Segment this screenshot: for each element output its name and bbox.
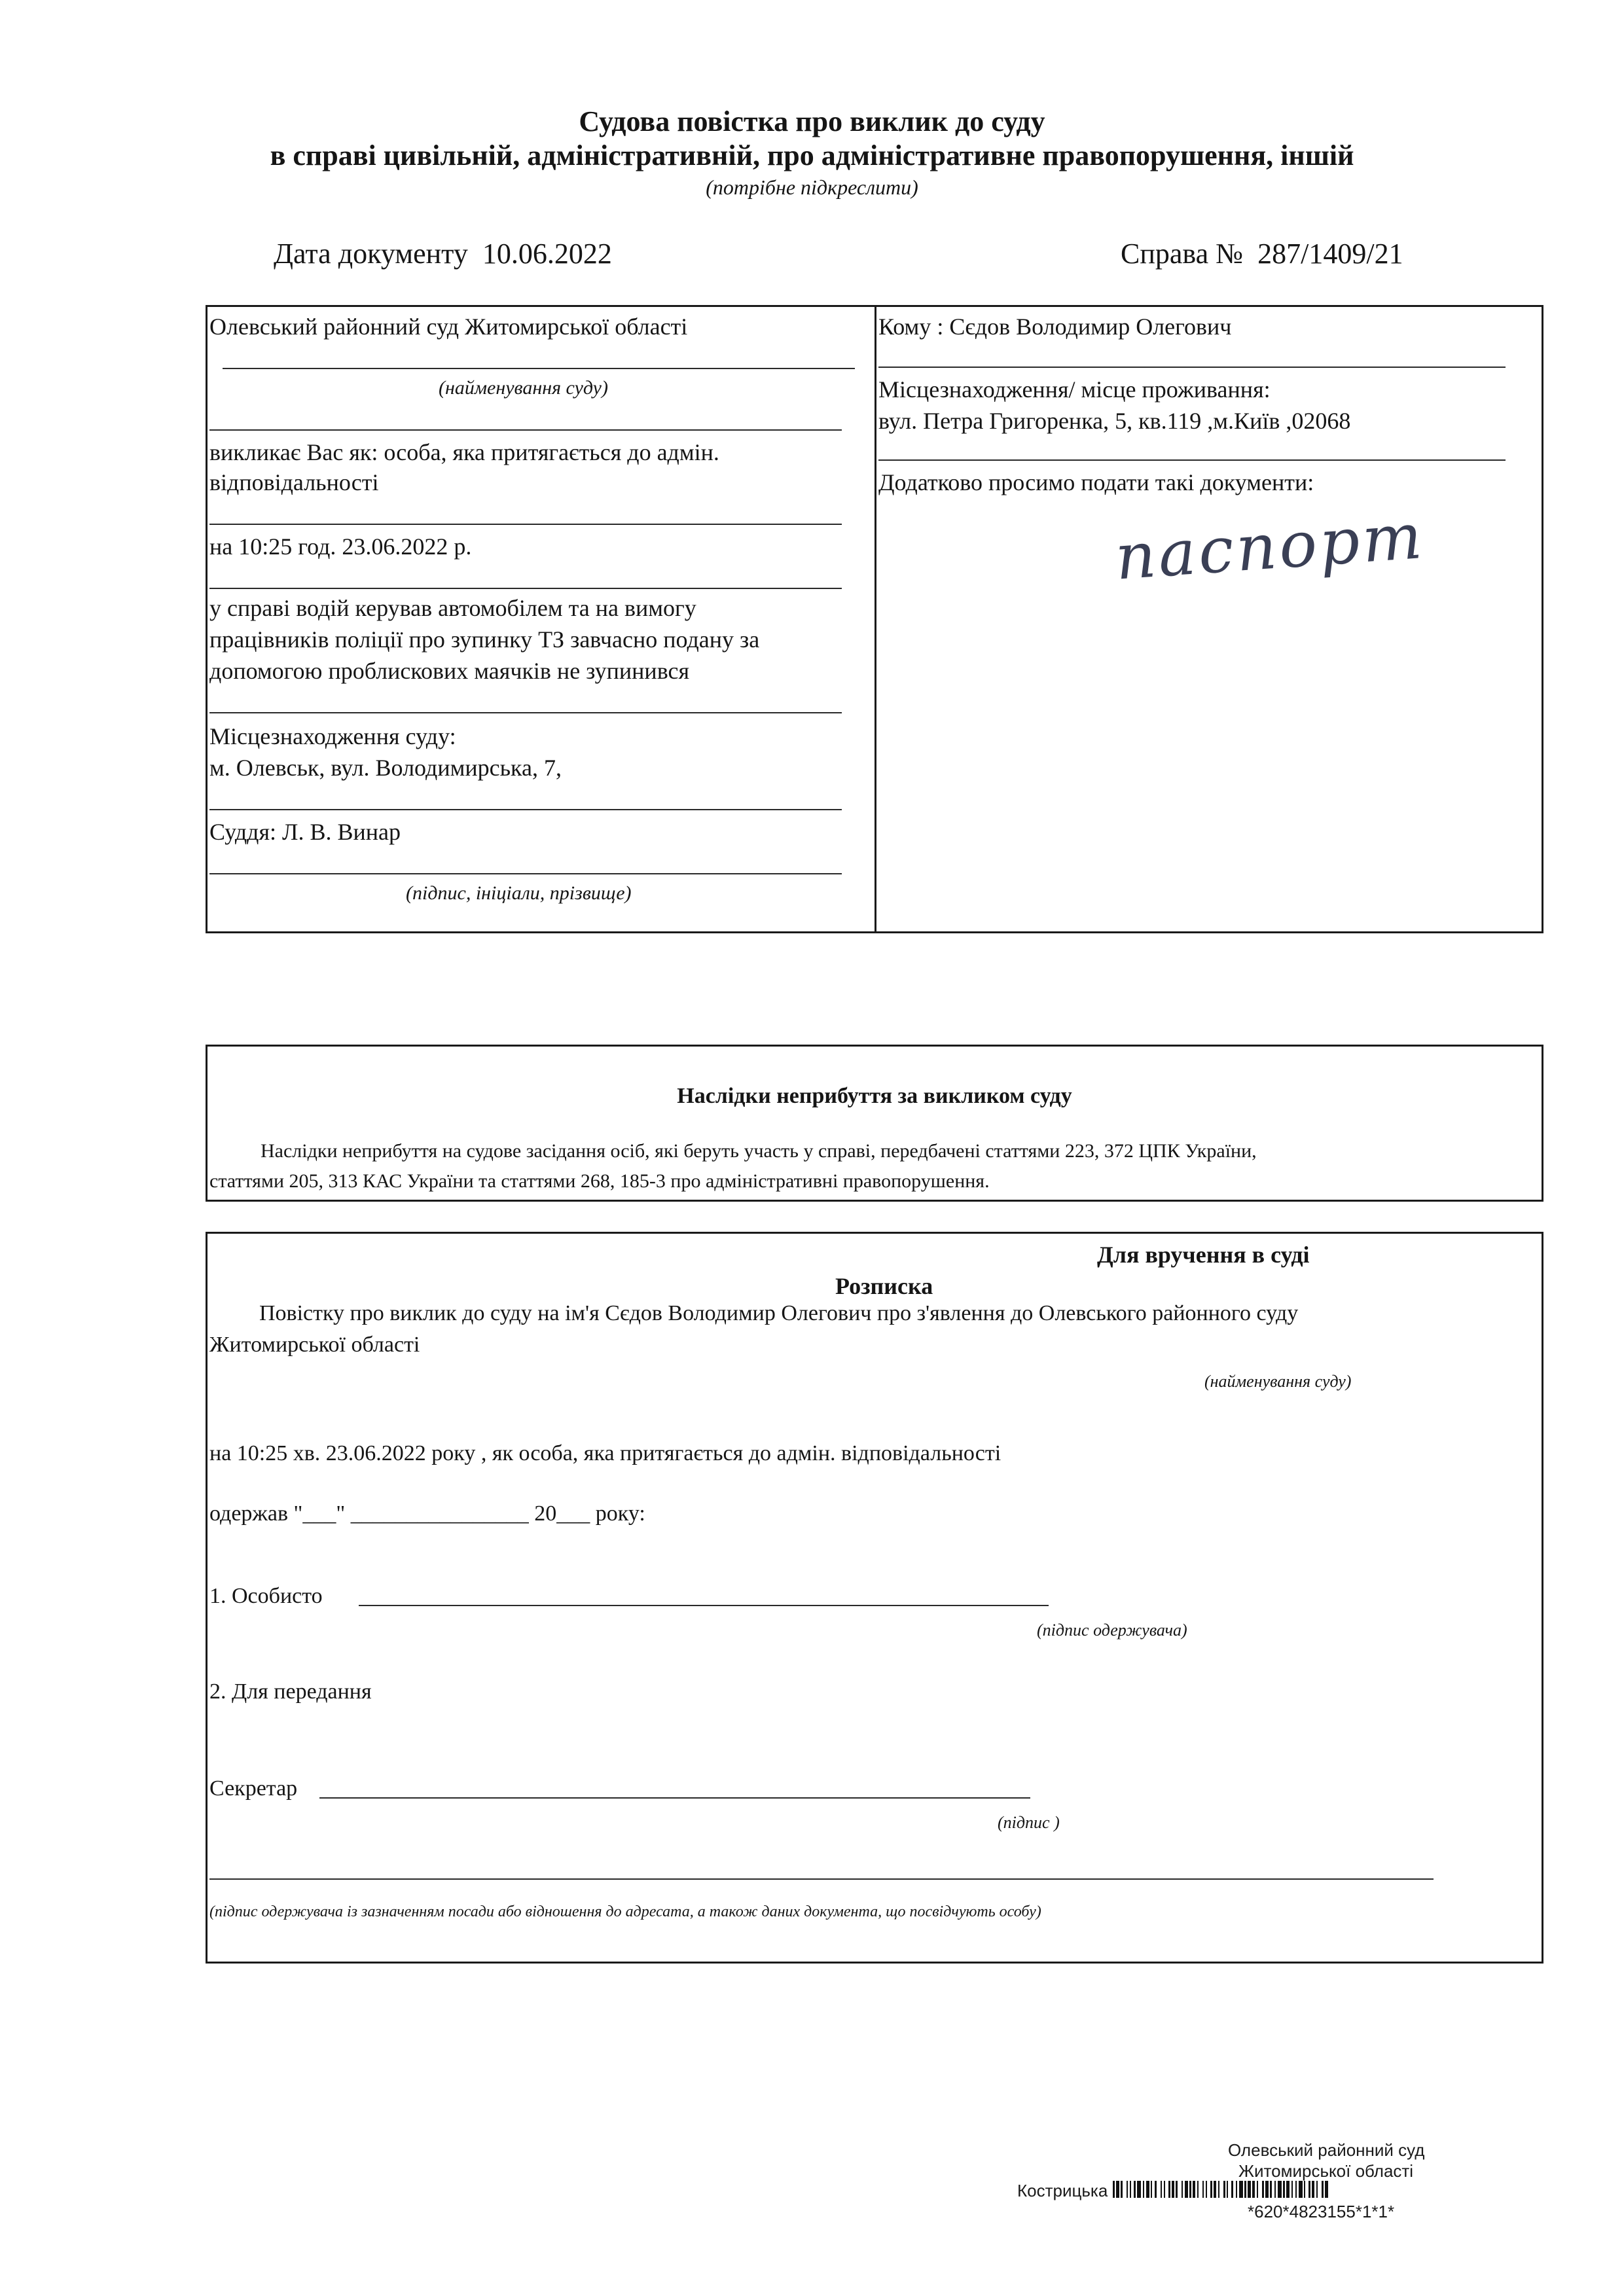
barcode-bar xyxy=(1252,2181,1255,2198)
barcode-bar xyxy=(1278,2181,1282,2198)
barcode-bar xyxy=(1274,2181,1276,2198)
barcode-bar xyxy=(1127,2181,1128,2198)
barcode-bar xyxy=(1210,2181,1212,2198)
for-court-label: Для вручення в суді xyxy=(1097,1242,1310,1268)
received-date-line: одержав "___" ________________ 20___ року: xyxy=(209,1501,645,1526)
barcode-bar xyxy=(1283,2181,1285,2198)
case-number xyxy=(1121,237,1403,270)
barcode-bar xyxy=(1182,2181,1183,2198)
residence-value: вул. Петра Григоренка, 5, кв.119 ,м.Київ ,02068 xyxy=(878,408,1351,434)
underline-note: (потрібне підкреслити) xyxy=(706,175,918,199)
receipt-hearing-time: на 10:25 хв. 23.06.2022 року , як особа, яка притягається до адмін. відповідальності xyxy=(209,1441,1001,1465)
document-date xyxy=(274,237,612,270)
barcode-bar xyxy=(1316,2181,1318,2198)
barcode-bar xyxy=(1130,2181,1131,2198)
secretary-sign-caption: (підпис ) xyxy=(998,1813,1060,1832)
for-transfer-label: 2. Для передання xyxy=(209,1679,372,1704)
barcode-bar xyxy=(1223,2181,1225,2198)
barcode-bar xyxy=(1121,2181,1123,2198)
barcode-bar xyxy=(1189,2181,1191,2198)
case-description-2: працівників поліції про зупинку ТЗ завчасно подану за xyxy=(209,626,760,653)
summons-divider xyxy=(875,305,876,933)
consequences-text-1: Наслідки неприбуття на судове засідання осіб, які беруть участь у справі, передбачені статтями 223, 372 ЦПК України, xyxy=(261,1140,1257,1162)
barcode-bar xyxy=(1137,2181,1141,2198)
barcode-bar xyxy=(1308,2181,1310,2198)
receipt-text-2: Житомирської області xyxy=(209,1333,420,1357)
barcode-bar xyxy=(1164,2181,1165,2198)
barcode-bar xyxy=(1299,2181,1303,2198)
stamp-court-line-1: Олевський районний суд xyxy=(1228,2140,1425,2160)
court-location-value: м. Олевськ, вул. Володимирська, 7, xyxy=(209,755,562,781)
secretary-label: Секретар xyxy=(209,1776,298,1801)
separator-line xyxy=(209,429,842,431)
separator-line xyxy=(209,809,842,810)
barcode-bar xyxy=(1227,2181,1228,2198)
barcode-bar xyxy=(1218,2181,1219,2198)
bottom-signature-caption: (підпис одержувача із зазначенням посади або відношення до адресата, а також даних документа, що посвідчують особу) xyxy=(209,1903,1041,1920)
summons-as-cont: відповідальності xyxy=(209,469,379,495)
receipt-text-1: Повістку про виклик до суду на ім'я Сєдов Володимир Олегович про з'явлення до Олевського районного суду xyxy=(259,1301,1299,1325)
case-label: Справа № xyxy=(1121,238,1244,270)
handwritten-note: паспорт xyxy=(1113,499,1427,594)
hearing-time: на 10:25 год. 23.06.2022 р. xyxy=(209,533,472,560)
barcode-bar xyxy=(1270,2181,1272,2198)
signature-caption: (підпис, ініціали, прізвище) xyxy=(406,882,632,904)
receipt-title: Розписка xyxy=(835,1273,933,1299)
personally-signature-line xyxy=(359,1605,1049,1606)
court-location-label: Місцезнаходження суду: xyxy=(209,723,456,749)
barcode-bar xyxy=(1262,2181,1264,2198)
barcode-bar xyxy=(1143,2181,1144,2198)
barcode-bar xyxy=(1202,2181,1204,2198)
bottom-signature-line xyxy=(209,1878,1434,1880)
recipient-signature-caption: (підпис одержувача) xyxy=(1037,1621,1187,1640)
documents-label: Додатково просимо подати такі документи: xyxy=(878,469,1314,495)
separator-line xyxy=(209,588,842,589)
barcode-bar xyxy=(1134,2181,1136,2198)
barcode-bar xyxy=(1257,2181,1258,2198)
residence-underline xyxy=(878,459,1506,461)
court-caption: (найменування суду) xyxy=(439,377,608,399)
recipient-underline xyxy=(878,367,1506,368)
barcode-bar xyxy=(1265,2181,1269,2198)
court-name: Олевський районний суд Житомирської області xyxy=(209,314,688,340)
barcode-bar xyxy=(1197,2181,1199,2198)
document-subtitle: в справі цивільній, адміністративній, про адміністративне правопорушення, іншій xyxy=(270,139,1354,171)
judge-name: Суддя: Л. В. Винар xyxy=(209,819,401,845)
case-description-1: у справі водій керував автомобілем та на вимогу xyxy=(209,595,696,621)
date-value: 10.06.2022 xyxy=(482,238,612,270)
barcode-bar xyxy=(1286,2181,1290,2198)
receipt-court-caption: (найменування суду) xyxy=(1204,1372,1352,1391)
case-description-3: допомогою проблискових маячків не зупинився xyxy=(209,658,690,684)
barcode xyxy=(1113,2181,1545,2198)
case-value: 287/1409/21 xyxy=(1257,238,1403,270)
date-label: Дата документу xyxy=(274,238,468,270)
barcode-bar xyxy=(1206,2181,1207,2198)
secretary-signature-line xyxy=(319,1797,1030,1799)
barcode-bar xyxy=(1161,2181,1162,2198)
recipient-name: Кому : Сєдов Володимир Олегович xyxy=(878,314,1232,340)
document-title: Судова повістка про виклик до суду xyxy=(579,105,1045,137)
barcode-bar xyxy=(1239,2181,1243,2198)
barcode-bar xyxy=(1113,2181,1115,2198)
barcode-bar xyxy=(1304,2181,1305,2198)
consequences-title: Наслідки неприбуття за викликом суду xyxy=(677,1084,1072,1108)
barcode-bar xyxy=(1325,2181,1328,2198)
barcode-bar xyxy=(1168,2181,1170,2198)
residence-label: Місцезнаходження/ місце проживання: xyxy=(878,376,1271,403)
barcode-bar xyxy=(1116,2181,1119,2198)
barcode-bar xyxy=(1248,2181,1251,2198)
barcode-bar xyxy=(1295,2181,1297,2198)
barcode-bar xyxy=(1193,2181,1195,2198)
barcode-bar xyxy=(1151,2181,1152,2198)
barcode-bar xyxy=(1231,2181,1233,2198)
summons-as: викликає Вас як: особа, яка притягається до адмін. xyxy=(209,439,719,465)
personally-label: 1. Особисто xyxy=(209,1584,323,1608)
barcode-bar xyxy=(1172,2181,1174,2198)
barcode-bar xyxy=(1214,2181,1216,2198)
barcode-text: *620*4823155*1*1* xyxy=(1248,2202,1395,2221)
court-underline xyxy=(223,368,855,369)
barcode-bar xyxy=(1176,2181,1178,2198)
signature-line xyxy=(209,873,842,874)
barcode-bar xyxy=(1244,2181,1246,2198)
barcode-bar xyxy=(1291,2181,1293,2198)
consequences-text-2: статтями 205, 313 КАС України та статтями 268, 185-3 про адміністративні правопорушення. xyxy=(209,1170,990,1192)
clerk-name: Кострицька xyxy=(1017,2181,1108,2200)
barcode-bar xyxy=(1312,2181,1314,2198)
barcode-bar xyxy=(1155,2181,1157,2198)
barcode-bar xyxy=(1146,2181,1149,2198)
barcode-bar xyxy=(1236,2181,1237,2198)
stamp-court-line-2: Житомирської області xyxy=(1238,2161,1414,2181)
barcode-bar xyxy=(1185,2181,1188,2198)
separator-line xyxy=(209,524,842,525)
barcode-bar xyxy=(1322,2181,1324,2198)
separator-line xyxy=(209,712,842,713)
